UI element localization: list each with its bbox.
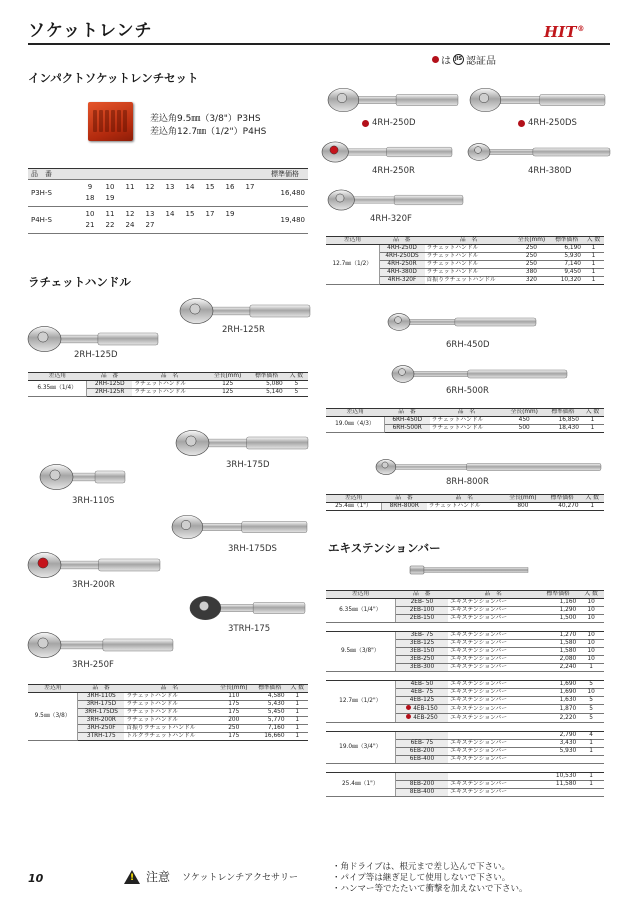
ratchet-3rh-200r-image xyxy=(28,548,168,584)
size-value: 13 xyxy=(145,210,155,218)
ratchet-knob xyxy=(181,520,191,530)
size-value: 10 xyxy=(105,183,115,191)
size-value: 11 xyxy=(105,210,115,218)
ratchet-4rh-250ds-image xyxy=(470,84,610,118)
table-row: 2RH-125R ラチェットハンドル 125 5,140 5 xyxy=(28,389,308,397)
page-title: ソケットレンチ xyxy=(28,21,153,41)
table-row: 6EB-400 エキステンションバー xyxy=(326,756,604,764)
size-value: 12 xyxy=(125,210,135,218)
size-value: 22 xyxy=(105,221,115,229)
table-row: 4RH-320F 首振りラチェットハンドル 320 10,320 1 xyxy=(326,277,604,285)
table-row: 25.4㎜（1"） 10,530 1 xyxy=(326,773,604,781)
ratchet-knob xyxy=(475,147,482,154)
size-value: 19 xyxy=(105,194,115,202)
ratchet-neck xyxy=(55,561,101,569)
label-3rh-175d: 3RH-175D xyxy=(226,460,270,470)
ratchet-grip xyxy=(533,148,610,156)
ratchet-grip xyxy=(247,437,308,449)
table-row: 4EB-150 エキステンションバー 1,870 5 xyxy=(326,705,604,714)
ratchet-neck xyxy=(203,439,249,447)
label-2rh-125r: 2RH-125R xyxy=(222,325,265,335)
label-2rh-125d: 2RH-125D xyxy=(74,350,118,360)
ratchet-grip xyxy=(98,333,158,345)
label-4rh-380d: 4RH-380D xyxy=(528,166,572,176)
ratchet-knob xyxy=(199,601,209,611)
ratchet-knob xyxy=(190,304,200,314)
ratchet-3rh-110s-image xyxy=(40,460,130,496)
size-value: 14 xyxy=(185,183,195,191)
ratchet-3rh-250f-image xyxy=(28,628,178,664)
certified-dot-icon xyxy=(362,120,369,127)
size-value: 15 xyxy=(185,210,195,218)
ratchet-3rh-175d-image xyxy=(176,426,316,462)
label-4rh-320f: 4RH-320F xyxy=(370,214,412,224)
table-row: 3EB-300 エキステンションバー 2,240 1 xyxy=(326,664,604,672)
ratchet-grip xyxy=(387,147,453,157)
impact-set-table: 品 番 標準価格 P3H-S 9 10 11 12 13 14 15 16 17 18 19 16,480 P4H-S 10 11 12 13 14 15 17 19 21 22 24 27 19,480 xyxy=(28,168,308,234)
certified-dot-icon xyxy=(432,56,439,63)
extension-bar-image xyxy=(410,564,532,576)
ratchet-neck xyxy=(350,197,397,203)
ratchet-neck xyxy=(197,523,244,530)
ratchet-knob xyxy=(186,436,196,446)
size-value: 19 xyxy=(225,210,235,218)
size-value: 17 xyxy=(245,183,255,191)
socket-set-case-image xyxy=(88,102,133,141)
ratchet-knob xyxy=(337,93,347,103)
table-3rh: 差込角 品 番 品 名 全長(mm) 標準価格 入 数 9.5㎜（3/8） 3RH-110S ラチェットハンドル 110 4,580 1 3RH-175D ラチェットハンドル 175 5,430 1 3RH-175DS ラチェットハンドル 175 5,450 1 3RH-200R ラチェットハンドル 200 5,770 1 3RH-250F 首振りラチェットハンドル 250 7,160 1 3TRH-175 トルクラチェットハンドル 175 16,660 1 xyxy=(28,684,308,741)
page-number: 10 xyxy=(28,872,44,885)
ratchet-neck xyxy=(353,96,399,103)
ratchet-4rh-250r-image xyxy=(322,138,457,168)
size-value: 11 xyxy=(125,183,135,191)
ratchet-grip xyxy=(540,94,605,105)
ratchet-grip xyxy=(99,559,160,571)
table-row: 6.35㎜（1/4） 2RH-125D ラチェットハンドル 125 5,080 5 xyxy=(28,381,308,389)
ratchet-neck xyxy=(55,335,101,343)
table-row: 9.5㎜（3/8"） 3EB- 75 エキステンションバー 1,270 10 xyxy=(326,632,604,640)
ratchet-neck xyxy=(55,641,106,649)
table-row: P4H-S 10 11 12 13 14 15 17 19 21 22 24 27 19,480 xyxy=(28,207,308,234)
ratchet-neck xyxy=(392,465,471,470)
ratchet-8rh-800r-image xyxy=(376,456,606,478)
certified-dot-icon xyxy=(406,705,411,710)
table-row: 4EB- 75 エキステンションバー 1,690 10 xyxy=(326,689,604,697)
ratchet-grip xyxy=(394,195,463,205)
torque-ratchet-3trh-175-image xyxy=(190,592,310,626)
ratchet-knob xyxy=(399,369,406,376)
table-row: P3H-S 9 10 11 12 13 14 15 16 17 18 19 16,480 xyxy=(28,180,308,207)
ratchet-4rh-380d-image xyxy=(468,140,613,166)
label-6rh-450d: 6RH-450D xyxy=(446,340,490,350)
size-value: 9 xyxy=(87,183,93,191)
ratchet-grip xyxy=(250,305,310,317)
size-value: 24 xyxy=(125,221,135,229)
table-row: 6RH-500R ラチェットハンドル 500 18,430 1 xyxy=(326,425,604,433)
table-row: 12.7㎜（1/2"） 4EB- 50 エキステンションバー 1,690 5 xyxy=(326,681,604,689)
table-row: 8EB-200 エキステンションバー 11,580 1 xyxy=(326,781,604,789)
ratchet-knob xyxy=(382,462,388,468)
ratchet-knob xyxy=(38,558,48,568)
table-row: 3RH-200R ラチェットハンドル 200 5,770 1 xyxy=(28,717,308,725)
ratchet-neck xyxy=(215,604,255,611)
caution-box: ! 注意 ソケットレンチアクセサリー xyxy=(124,868,298,885)
ratchet-4rh-250d-image xyxy=(328,84,463,118)
table-row: 3RH-175D ラチェットハンドル 175 5,430 1 xyxy=(28,701,308,709)
ratchet-grip xyxy=(468,370,567,378)
table-row: 4EB-125 エキステンションバー 1,630 5 xyxy=(326,697,604,705)
extension-title: エキステンションバー xyxy=(328,541,441,555)
ratchet-neck xyxy=(207,307,253,315)
table-row: 6EB-200 エキステンションバー 5,930 1 xyxy=(326,748,604,756)
ratchet-6rh-500r-image xyxy=(392,362,572,386)
label-8rh-800r: 8RH-800R xyxy=(446,477,489,487)
ratchet-knob xyxy=(38,332,48,342)
table-2rh: 差込角 品 番 品 名 全長(mm) 標準価格 入 数 6.35㎜（1/4） 2RH-125D ラチェットハンドル 125 5,080 5 2RH-125R ラチェットハンドル 125 5,140 5 xyxy=(28,372,308,397)
table-row: 3RH-250F 首振りラチェットハンドル 250 7,160 1 xyxy=(28,725,308,733)
ratchet-grip xyxy=(103,639,173,651)
warning-icon xyxy=(124,870,140,884)
table-extension: 差込角 品 番 品 名 標準価格 入 数 6.35㎜（1/4"） 2EB- 50 エキステンションバー 1,160 10 2EB-100 エキステンションバー 1,290 10 2EB-150 エキステンションバー 1,500 10 9.5㎜（3/8"） 3EB- 75 エキステンションバー 1,270 10 3EB-125 エキステンションバー 1,580 10 3EB-150 エキステンションバー 1,580 10 3EB-250 エキステンションバー 2,080 10 3EB-300 エキステンションバー 2,240 1 12.7㎜（1/2"） 4EB- 50 エキステンションバー 1,690 5 4EB- 75 エキステンションバー 1,690 10 4EB-125 エキステンションバー 1,630 5 4EB-150 エキステンションバー 1,870 5 4EB-250 エキステンションバー 2,220 5 19.0㎜（3/4"） 2,790 4 6EB- 75 エキステンションバー 3,430 1 6EB-200 エキステンションバー 5,930 1 6EB-400 エキステンションバー 25.4㎜（1"） 10,530 1 8EB-200 エキステンションバー 11,580 1 8EB-400 エキステンションバー xyxy=(326,590,604,797)
certified-dot-icon xyxy=(518,120,525,127)
label-3rh-175ds: 3RH-175DS xyxy=(228,544,277,554)
table-row: 4EB-250 エキステンションバー 2,220 5 xyxy=(326,714,604,723)
label-6rh-500r: 6RH-500R xyxy=(446,386,489,396)
ratchet-4rh-320f-image xyxy=(328,186,468,216)
impact-set-title: インパクトソケットレンチセット xyxy=(28,71,199,85)
table-row: 2EB-150 エキステンションバー 1,500 10 xyxy=(326,615,604,623)
ratchet-3rh-175ds-image xyxy=(172,511,312,545)
ratchet-knob xyxy=(50,470,60,480)
certified-dot-icon xyxy=(406,714,411,719)
impact-spec: 差込角9.5㎜（3/8"）P3HS 差込角12.7㎜（1/2"）P4HS xyxy=(150,114,267,137)
label-4rh-250r: 4RH-250R xyxy=(372,166,415,176)
jis-mark-icon: JIS xyxy=(453,54,464,65)
ratchet-6rh-450d-image xyxy=(388,310,538,334)
ratchet-grip xyxy=(396,94,458,105)
size-value: 10 xyxy=(85,210,95,218)
size-value: 18 xyxy=(85,194,95,202)
size-value: 15 xyxy=(205,183,215,191)
ratchet-knob xyxy=(38,638,48,648)
table-row: 3RH-175DS ラチェットハンドル 175 5,450 1 xyxy=(28,709,308,717)
table-row: 6.35㎜（1/4"） 2EB- 50 エキステンションバー 1,160 10 xyxy=(326,599,604,607)
ratchet-grip xyxy=(253,602,305,613)
label-3trh-175: 3TRH-175 xyxy=(228,624,271,634)
ratchet-grip xyxy=(466,463,601,470)
table-4rh: 差込角 品 番 品 名 全長(mm) 標準価格 入 数 12.7㎜（1/2） 4RH-250D ラチェットハンドル 250 6,190 1 4RH-250DS ラチェットハンドル 250 5,930 1 4RH-250R ラチェットハンドル 250 7,140 1 4RH-380D ラチェットハンドル 380 9,450 1 4RH-320F 首振りラチェットハンドル 320 10,320 1 xyxy=(326,236,604,285)
size-value: 14 xyxy=(165,210,175,218)
header-rule xyxy=(28,43,610,45)
caution-notes: ・角ドライブは、根元まで差し込んで下さい。 ・パイプ等は継ぎ足して使用しないで下さい。 ・ハンマー等でたたいて衝撃を加えないで下さい。 xyxy=(332,862,528,894)
table-row: 19.0㎜（3/4"） 2,790 4 xyxy=(326,732,604,740)
label-3rh-110s: 3RH-110S xyxy=(72,496,115,506)
ratchet-neck xyxy=(495,96,542,103)
brand-logo: HIT® xyxy=(544,23,585,41)
table-6rh: 差込角 品 番 品 名 全長(mm) 標準価格 入 数 19.0㎜（4/3） 6RH-450D ラチェットハンドル 450 16,850 1 6RH-500R ラチェットハンドル 500 18,430 1 xyxy=(326,408,604,433)
ratchet-neck xyxy=(406,319,458,324)
table-row: 9.5㎜（3/8） 3RH-110S ラチェットハンドル 110 4,580 1 xyxy=(28,693,308,701)
table-row: 8EB-400 エキステンションバー xyxy=(326,789,604,797)
ratchet-neck xyxy=(344,149,390,155)
table-row: 6EB- 75 エキステンションバー 3,430 1 xyxy=(326,740,604,748)
size-value: 27 xyxy=(145,221,155,229)
ratchet-knob xyxy=(395,317,402,324)
certification-note: は JIS 認証品 xyxy=(432,52,496,67)
ratchet-title: ラチェットハンドル xyxy=(28,275,131,289)
ratchet-grip xyxy=(242,521,307,532)
table-row: 12.7㎜（1/2） 4RH-250D ラチェットハンドル 250 6,190 1 xyxy=(326,245,604,253)
table-8rh: 差込角 品 番 品 名 全長(mm) 標準価格 入 数 25.4㎜（1"） 8RH-800R ラチェットハンドル 800 40,270 1 xyxy=(326,494,604,511)
label-3rh-200r: 3RH-200R xyxy=(72,580,115,590)
ratchet-knob xyxy=(336,194,344,202)
ratchet-grip xyxy=(455,318,536,326)
label-4rh-250d: 4RH-250D xyxy=(372,118,416,128)
table-row: 4RH-250DS ラチェットハンドル 250 5,930 1 xyxy=(326,253,604,261)
ratchet-neck xyxy=(486,149,536,154)
ratchet-knob xyxy=(479,93,489,103)
table-row: 3EB-250 エキステンションバー 2,080 10 xyxy=(326,656,604,664)
ratchet-knob xyxy=(330,146,338,154)
ratchet-grip xyxy=(95,471,125,483)
table-row: 19.0㎜（4/3） 6RH-450D ラチェットハンドル 450 16,850 1 xyxy=(326,417,604,425)
table-row: 3EB-125 エキステンションバー 1,580 10 xyxy=(326,640,604,648)
table-row: 2EB-100 エキステンションバー 1,290 10 xyxy=(326,607,604,615)
table-row: 4RH-380D ラチェットハンドル 380 9,450 1 xyxy=(326,269,604,277)
table-row: 3TRH-175 トルクラチェットハンドル 175 16,660 1 xyxy=(28,733,308,741)
size-value: 17 xyxy=(205,210,215,218)
ratchet-neck xyxy=(410,371,471,376)
table-row: 4RH-250R ラチェットハンドル 250 7,140 1 xyxy=(326,261,604,269)
label-3rh-250f: 3RH-250F xyxy=(72,660,114,670)
size-value: 21 xyxy=(85,221,95,229)
size-value: 13 xyxy=(165,183,175,191)
table-row: 3EB-150 エキステンションバー 1,580 10 xyxy=(326,648,604,656)
size-value: 12 xyxy=(145,183,155,191)
label-4rh-250ds: 4RH-250DS xyxy=(528,118,577,128)
size-value: 16 xyxy=(225,183,235,191)
table-row: 25.4㎜（1"） 8RH-800R ラチェットハンドル 800 40,270 1 xyxy=(326,503,604,511)
